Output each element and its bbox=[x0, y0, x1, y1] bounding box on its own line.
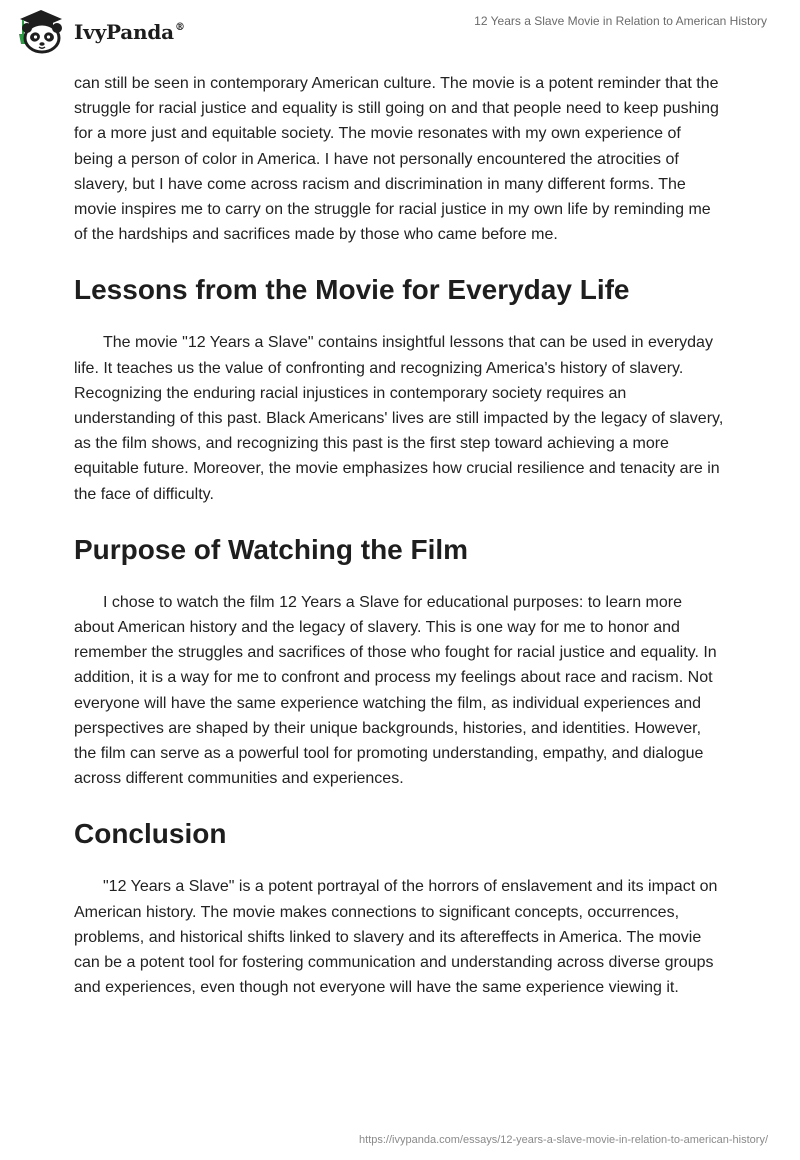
article-body bbox=[74, 71, 724, 1000]
source-url[interactable]: https://ivypanda.com/essays/12-years-a-slave-movie-in-relation-to-american-history/ bbox=[359, 1134, 768, 1146]
section-paragraph-lessons: The movie "12 Years a Slave" contains insightful lessons that can be used in everyday life. It teaches us the value of confronting and recognizing America's history of slavery. Recognizing the enduring racial injustices in contemporary society requires an understanding of this past. Black Americans' lives are still impacted by the legacy of slavery, as the film shows, and recognizing this past is the first step toward achieving a more equitable future. Moreover, the movie emphasizes how crucial resilience and tenacity are in the face of difficulty. bbox=[74, 334, 724, 503]
brand-name: IvyPanda® bbox=[74, 20, 185, 44]
brand-logo[interactable] bbox=[14, 8, 185, 54]
section-heading-conclusion: Conclusion bbox=[74, 818, 227, 850]
registered-mark: ® bbox=[174, 22, 185, 33]
panda-graduate-icon bbox=[14, 8, 68, 54]
page-header bbox=[0, 0, 800, 60]
section-heading-lessons: Lessons from the Movie for Everyday Life bbox=[74, 274, 630, 306]
intro-paragraph: can still be seen in contemporary American culture. The movie is a potent reminder that the struggle for racial justice and equality is still going on and that people need to keep pushing for a more just and equitable society. The movie resonates with my own experience of being a person of color in America. I have not personally encountered the atrocities of slavery, but I have come across racism and discrimination in many different forms. The movie inspires me to carry on the struggle for racial justice in my own life by reminding me of the hardships and sacrifices made by those who came before me. bbox=[74, 75, 719, 244]
section-heading-purpose: Purpose of Watching the Film bbox=[74, 533, 469, 565]
section-paragraph-purpose: I chose to watch the film 12 Years a Slave for educational purposes: to learn more about American history and the legacy of slavery. This is one way for me to honor and remember the struggles and sacrifices of those who fought for racial justice and equality. In addition, it is a way for me to confront and process my feelings about race and racism. Not everyone will have the same experience watching the film, as individual experiences and perspectives are shaped by their unique backgrounds, histories, and identities. However, the film can serve as a powerful tool for promoting understanding, empathy, and dialogue across different communities and experiences. bbox=[74, 593, 717, 788]
document-title: 12 Years a Slave Movie in Relation to American History bbox=[474, 14, 767, 28]
section-paragraph-conclusion: "12 Years a Slave" is a potent portrayal of the horrors of enslavement and its impact on American history. The movie makes connections to significant concepts, occurrences, problems, and historical shifts linked to slavery and its aftereffects in America. The movie can be a potent tool for fostering communication and understanding across diverse groups and experiences, even though not everyone will have the same experience viewing it. bbox=[74, 878, 718, 997]
